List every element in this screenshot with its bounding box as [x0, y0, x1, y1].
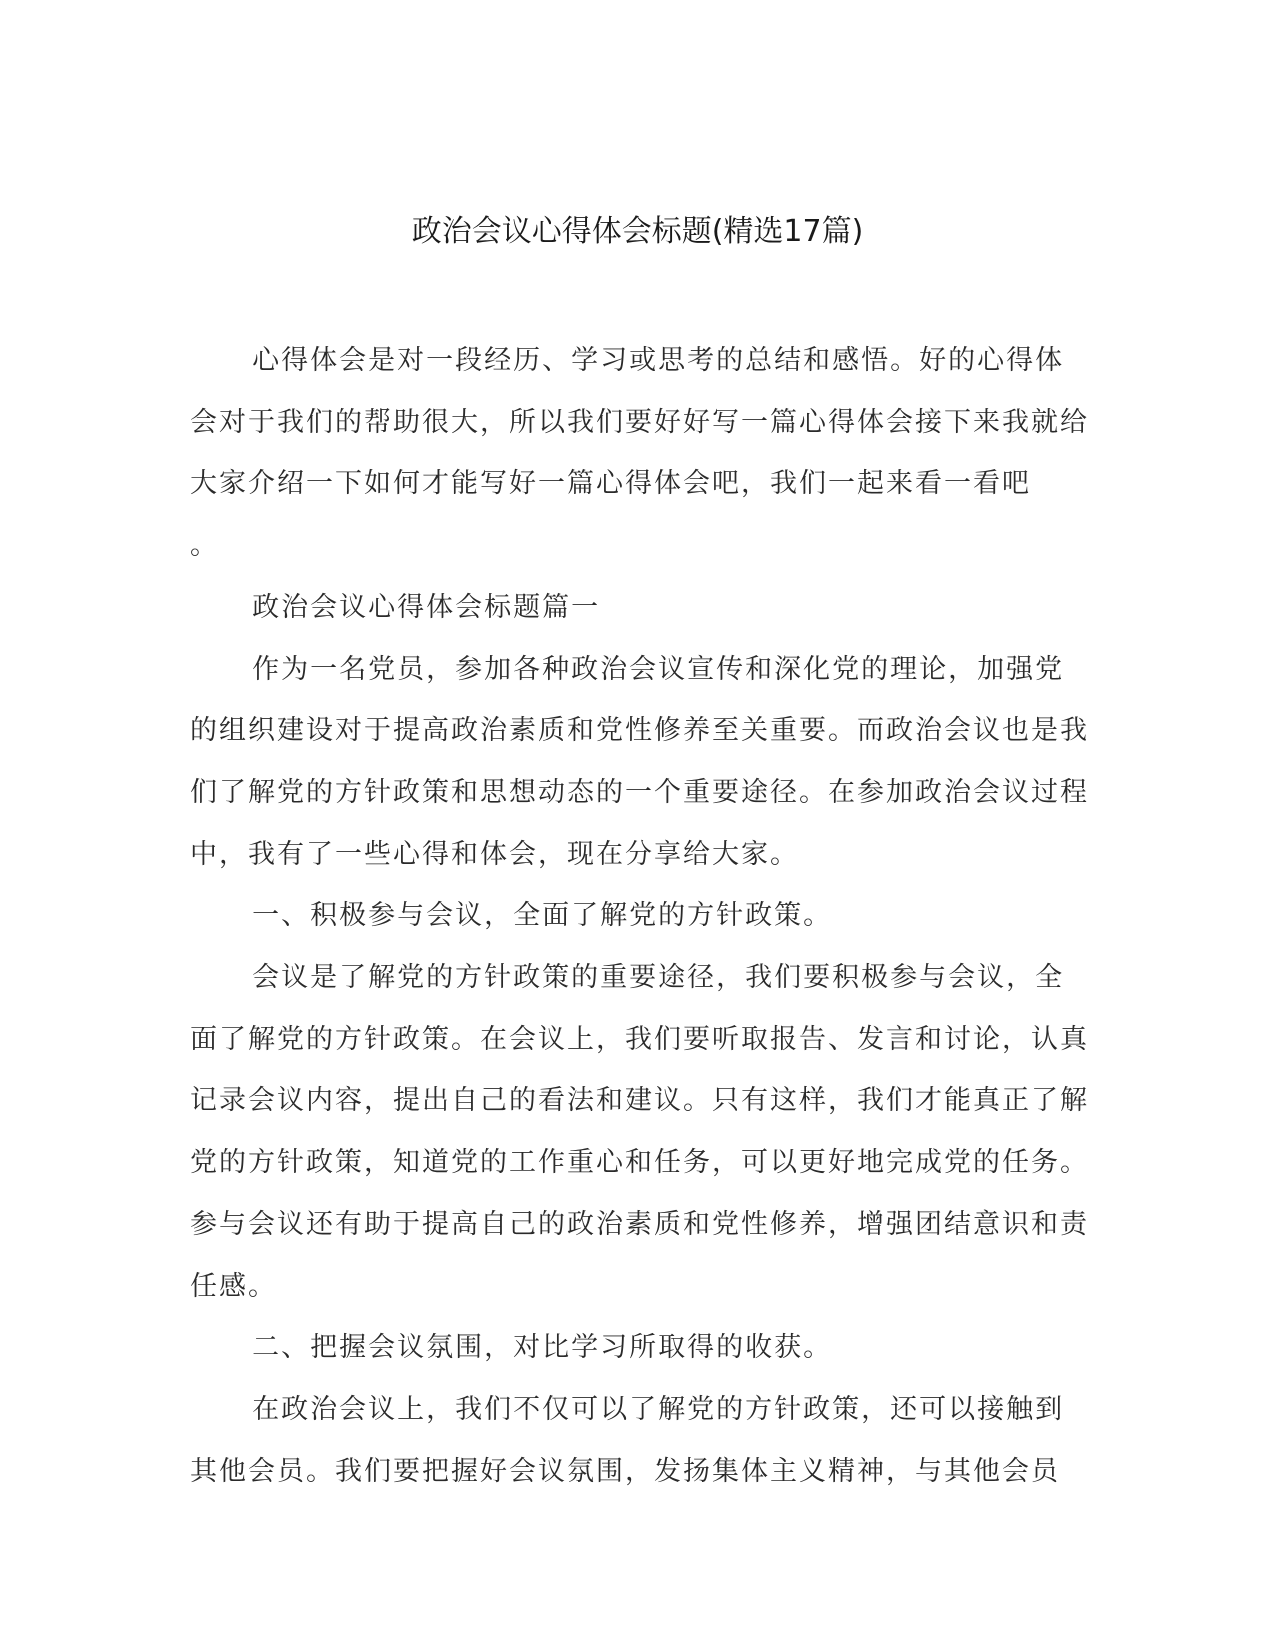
intro-paragraph: 心得体会是对一段经历、学习或思考的总结和感悟。好的心得体会对于我们的帮助很大，所以我们要好好写一篇心得体会接下来我就给大家介绍一下如何才能写好一篇心得体会吧，我们一起来看一看吧: [190, 345, 1089, 500]
body-paragraph: 在政治会议上，我们不仅可以了解党的方针政策，还可以接触到其他会员。我们要把握好会议氛围，发扬集体主义精神，与其他会员: [190, 1393, 1065, 1487]
subheading: 一、积极参与会议，全面了解党的方针政策。: [252, 900, 833, 932]
document-title: 政治会议心得体会标题(精选17篇): [411, 214, 864, 249]
section-heading: 政治会议心得体会标题篇一: [252, 591, 601, 623]
document-body: [190, 330, 1090, 1502]
body-paragraph: 会议是了解党的方针政策的重要途径，我们要积极参与会议，全面了解党的方针政策。在会议上，我们要听取报告、发言和讨论，认真记录会议内容，提出自己的看法和建议。只有这样，我们才能真正了解党的方针政策，知道党的工作重心和任务，可以更好地完成党的任务。参与会议还有助于提高自己的政治素质和党性修养，增强团结意识和责任感。: [190, 962, 1089, 1302]
body-paragraph: 作为一名党员，参加各种政治会议宣传和深化党的理论，加强党的组织建设对于提高政治素质和党性修养至关重要。而政治会议也是我们了解党的方针政策和思想动态的一个重要途径。在参加政治会议过程中，我有了一些心得和体会，现在分享给大家。: [190, 653, 1089, 870]
intro-paragraph-end: 。: [190, 530, 219, 562]
subheading: 二、把握会议氛围，对比学习所取得的收获。: [252, 1332, 833, 1364]
